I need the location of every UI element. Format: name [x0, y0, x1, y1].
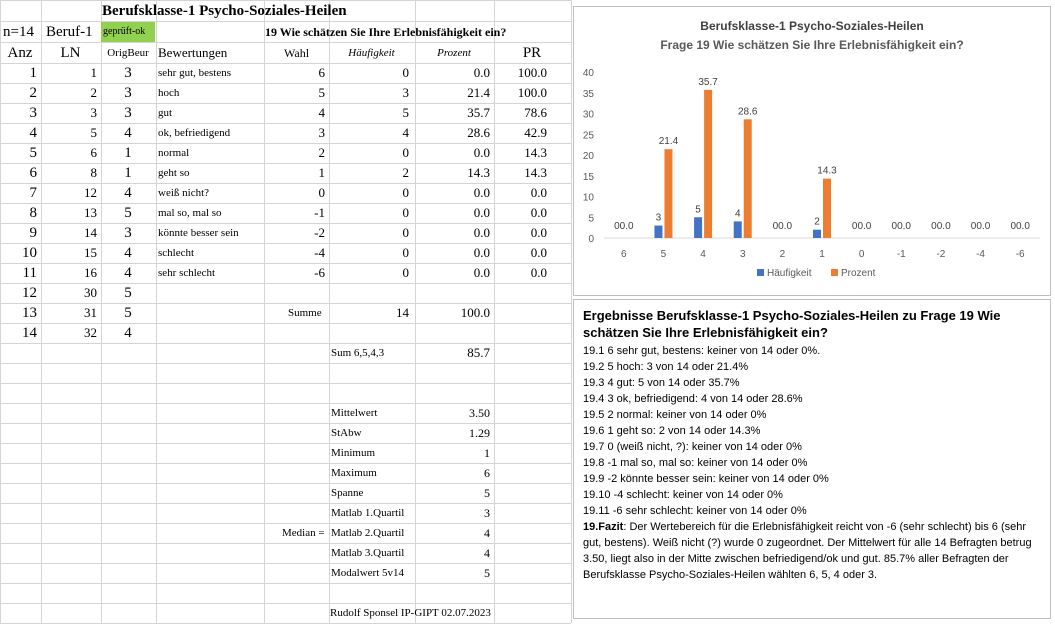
stat-value: 6: [484, 466, 490, 480]
ln-cell: 2: [90, 85, 97, 100]
chart-container[interactable]: [573, 6, 1051, 296]
haeufigkeit-cell: 4: [402, 125, 409, 140]
ln-cell: 14: [84, 225, 97, 240]
ln-cell: 30: [84, 285, 97, 300]
stat-label: Mittelwert: [331, 407, 378, 419]
data-label-prozent: 00.0: [851, 221, 872, 232]
checked-label: geprüft-ok: [103, 26, 146, 37]
wahl-cell: 3: [318, 125, 325, 140]
stat-value: 3.50: [469, 406, 490, 420]
x-tick-label: 6: [621, 249, 627, 260]
result-line: 19.11 -6 sehr schlecht: keiner von 14 oder 0%: [583, 505, 807, 517]
pr-cell: 0.0: [530, 225, 547, 240]
prozent-cell: 28.6: [467, 125, 490, 140]
haeufigkeit-cell: 5: [402, 105, 409, 120]
question-label: 19 Wie schätzen Sie Ihre Erlebnisfähigkeit ein?: [265, 25, 507, 39]
bewertung-cell: geht so: [158, 167, 190, 179]
bar-haeufigkeit: [813, 230, 821, 238]
stat-value: 5: [484, 486, 490, 500]
header-wahl: Wahl: [284, 46, 310, 60]
header-ln: LN: [60, 45, 81, 61]
data-label-prozent: 00.0: [970, 221, 991, 232]
pr-cell: 100.0: [517, 85, 547, 100]
data-label-prozent: 00.0: [614, 221, 634, 232]
data-label-prozent: 14.3: [817, 165, 837, 177]
header-origbeur: OrigBeur: [107, 47, 149, 59]
wahl-cell: 2: [318, 145, 325, 160]
data-label-haeufigkeit: 2: [814, 216, 820, 228]
wahl-cell: 5: [318, 85, 325, 100]
stat-label: Maximum: [331, 467, 377, 479]
data-label-prozent: 00.0: [931, 221, 951, 232]
header-pr: PR: [522, 45, 542, 61]
prozent-cell: 0.0: [473, 65, 490, 80]
y-tick-label: 10: [582, 192, 594, 204]
y-tick-label: 35: [582, 88, 594, 100]
y-tick-label: 40: [582, 68, 594, 79]
anz-cell: 12: [22, 285, 37, 301]
stat-value: 1.29: [469, 426, 490, 440]
haeufigkeit-cell: 0: [402, 265, 409, 280]
pr-cell: 0.0: [530, 185, 547, 200]
haeufigkeit-cell: 0: [402, 205, 409, 220]
stat-value: 4: [484, 526, 490, 540]
results-fazit: [583, 519, 1041, 583]
haeufigkeit-cell: 0: [402, 185, 409, 200]
fazit-text: : Der Wertebereich für die Erlebnisfähigkeit reicht von -6 (sehr schlecht) bis 6 (sehr gut, bestens). Weiß nicht (?) wurde 0 zugeordnet. Der Mittelwert für alle 14 Befragten betrug 3.50, liegt also in der Mitte zwischen befriedigend/ok und gut. 85.7% aller Befragten der Berufsklasse Psycho-Soziales-Heilen wählten 6, 5, 4 oder 3.: [583, 521, 1032, 581]
result-line: 19.9 -2 könnte besser sein: keiner von 14 oder 0%: [583, 473, 829, 485]
pr-cell: 0.0: [530, 245, 547, 260]
anz-cell: 8: [29, 205, 37, 221]
haeufigkeit-cell: 0: [402, 145, 409, 160]
prozent-cell: 0.0: [473, 245, 490, 260]
stat-value: 1: [484, 446, 490, 460]
beruf-label: Beruf-1: [46, 24, 93, 40]
stat-label: StAbw: [331, 427, 362, 439]
summe-haeufigkeit: 14: [396, 305, 409, 320]
bewertung-cell: könnte besser sein: [158, 227, 239, 239]
bewertung-cell: gut: [158, 107, 173, 119]
results-title: Ergebnisse Berufsklasse-1 Psycho-Soziales-Heilen zu Frage 19 Wie schätzen Sie Ihre Erlebnisfähigkeit ein?: [583, 308, 1001, 340]
haeufigkeit-cell: 0: [402, 225, 409, 240]
legend-swatch-haeufigkeit: [757, 269, 764, 276]
origbeur-cell: 5: [124, 205, 132, 221]
result-line: 19.4 3 ok, befriedigend: 4 von 14 oder 28.6%: [583, 393, 803, 405]
anz-cell: 1: [29, 65, 37, 81]
bar-haeufigkeit: [654, 226, 662, 238]
pr-cell: 14.3: [524, 145, 547, 160]
anz-cell: 7: [29, 185, 37, 201]
wahl-cell: -1: [314, 205, 325, 220]
wahl-cell: -2: [314, 225, 325, 240]
legend-swatch-prozent: [831, 269, 838, 276]
x-tick-label: -2: [936, 249, 946, 260]
haeufigkeit-cell: 0: [402, 245, 409, 260]
x-tick-label: 3: [739, 249, 746, 260]
origbeur-cell: 1: [124, 165, 132, 181]
anz-cell: 14: [22, 325, 37, 341]
origbeur-cell: 3: [124, 85, 132, 101]
result-line: 19.7 0 (weiß nicht, ?): keiner von 14 oder 0%: [583, 441, 802, 453]
y-tick-label: 30: [582, 109, 594, 121]
bar-haeufigkeit: [694, 217, 702, 238]
pr-cell: 42.9: [524, 125, 547, 140]
x-tick-label: -4: [976, 249, 985, 260]
result-line: 19.8 -1 mal so, mal so: keiner von 14 oder 0%: [583, 457, 808, 469]
signature: Rudolf Sponsel IP-GIPT 02.07.2023: [330, 607, 491, 619]
bewertung-cell: normal: [158, 147, 190, 159]
pr-cell: 14.3: [524, 165, 547, 180]
prozent-cell: 0.0: [473, 225, 490, 240]
data-label-prozent: 35.7: [698, 76, 718, 88]
x-tick-label: 1: [819, 249, 825, 260]
header-prozent: Prozent: [437, 47, 471, 59]
result-line: 19.1 6 sehr gut, bestens: keiner von 14 oder 0%.: [583, 345, 821, 357]
stat-label: Matlab 2.Quartil: [331, 527, 405, 539]
summe-label: Summe: [288, 307, 322, 319]
haeufigkeit-cell: 3: [402, 85, 409, 100]
haeufigkeit-cell: 0: [402, 65, 409, 80]
wahl-cell: -4: [314, 245, 325, 260]
wahl-cell: -6: [314, 265, 325, 280]
origbeur-cell: 4: [124, 185, 132, 201]
legend-label-prozent: Prozent: [841, 268, 876, 279]
bewertung-cell: weiß nicht?: [158, 187, 210, 199]
median-label: Median =: [282, 527, 325, 539]
prozent-cell: 0.0: [473, 185, 490, 200]
header-haeufigkeit: Häufigkeit: [348, 47, 395, 59]
anz-cell: 2: [29, 85, 37, 101]
sum6543-label: Sum 6,5,4,3: [331, 347, 385, 359]
sum6543-value: 85.7: [467, 345, 490, 360]
data-label-prozent: 28.6: [737, 106, 758, 118]
bewertung-cell: ok, befriedigend: [158, 127, 231, 139]
fazit-label: 19.Fazit: [583, 521, 624, 533]
chart-subtitle: Frage 19 Wie schätzen Sie Ihre Erlebnisfähigkeit ein?: [660, 38, 964, 52]
anz-cell: 3: [29, 105, 37, 121]
pr-cell: 100.0: [517, 65, 547, 80]
ln-cell: 12: [84, 185, 97, 200]
origbeur-cell: 4: [124, 265, 132, 281]
data-label-prozent: 00.0: [772, 221, 793, 232]
bewertung-cell: schlecht: [158, 247, 195, 259]
prozent-cell: 35.7: [467, 105, 490, 120]
ln-cell: 5: [90, 125, 97, 140]
results-lines: [583, 343, 1041, 519]
stat-label: Matlab 1.Quartil: [331, 507, 405, 519]
data-label-prozent: 00.0: [891, 221, 912, 232]
bar-prozent: [744, 119, 752, 238]
y-tick-label: 5: [588, 213, 594, 225]
anz-cell: 10: [22, 245, 37, 261]
bar-prozent: [664, 149, 672, 238]
y-tick-label: 25: [582, 130, 594, 142]
origbeur-cell: 4: [124, 325, 132, 341]
data-label-haeufigkeit: 4: [734, 208, 741, 220]
bar-haeufigkeit: [734, 221, 742, 238]
prozent-cell: 14.3: [467, 165, 490, 180]
stat-value: 4: [484, 546, 490, 560]
stat-label: Minimum: [331, 447, 376, 459]
n-label: n=14: [3, 24, 34, 40]
stat-label: Modalwert 5v14: [331, 567, 405, 579]
ln-cell: 8: [90, 165, 97, 180]
x-tick-label: 0: [858, 249, 865, 260]
ln-cell: 16: [84, 265, 97, 280]
data-label-haeufigkeit: 5: [695, 204, 701, 216]
anz-cell: 13: [22, 305, 37, 321]
data-label-prozent: 21.4: [658, 136, 679, 148]
ln-cell: 1: [90, 65, 97, 80]
bar-chart: [574, 7, 1050, 295]
x-tick-label: -1: [896, 249, 906, 260]
stat-label: Spanne: [331, 487, 364, 499]
pr-cell: 78.6: [524, 105, 547, 120]
ln-cell: 15: [84, 245, 97, 260]
ln-cell: 32: [84, 325, 97, 340]
header-anz: Anz: [7, 45, 33, 61]
anz-cell: 11: [22, 265, 37, 281]
bar-prozent: [823, 179, 831, 238]
wahl-cell: 4: [318, 105, 325, 120]
wahl-cell: 6: [318, 65, 325, 80]
origbeur-cell: 5: [124, 285, 132, 301]
data-label-prozent: 00.0: [1010, 221, 1030, 232]
stat-value: 5: [484, 566, 490, 580]
stat-value: 3: [484, 506, 490, 520]
result-line: 19.3 4 gut: 5 von 14 oder 35.7%: [583, 377, 740, 389]
x-tick-label: 4: [700, 249, 706, 260]
result-line: 19.6 1 geht so: 2 von 14 oder 14.3%: [583, 425, 761, 437]
result-line: 19.10 -4 schlecht: keiner von 14 oder 0%: [583, 489, 783, 501]
bewertung-cell: hoch: [158, 87, 180, 99]
origbeur-cell: 5: [124, 305, 132, 321]
x-tick-label: 2: [779, 249, 786, 260]
header-bewertungen: Bewertungen: [158, 45, 228, 60]
prozent-cell: 21.4: [467, 85, 490, 100]
legend-label-haeufigkeit: Häufigkeit: [767, 268, 812, 279]
ln-cell: 31: [84, 305, 97, 320]
origbeur-cell: 3: [124, 65, 132, 81]
anz-cell: 4: [29, 125, 37, 141]
prozent-cell: 0.0: [473, 145, 490, 160]
x-tick-label: 5: [660, 249, 667, 260]
x-tick-label: -6: [1015, 249, 1025, 260]
origbeur-cell: 4: [124, 125, 132, 141]
y-tick-label: 0: [588, 234, 594, 245]
anz-cell: 6: [29, 165, 37, 181]
y-tick-label: 20: [582, 151, 594, 162]
origbeur-cell: 1: [124, 145, 132, 161]
y-tick-label: 15: [582, 171, 594, 183]
bewertung-cell: sehr schlecht: [158, 267, 216, 279]
stat-label: Matlab 3.Quartil: [331, 547, 405, 559]
pr-cell: 0.0: [530, 205, 547, 220]
wahl-cell: 0: [318, 185, 325, 200]
origbeur-cell: 4: [124, 245, 132, 261]
anz-cell: 9: [29, 225, 37, 241]
result-line: 19.5 2 normal: keiner von 14 oder 0%: [583, 409, 767, 421]
bewertung-cell: sehr gut, bestens: [158, 67, 232, 79]
sheet-title: Berufsklasse-1 Psycho-Soziales-Heilen: [102, 3, 347, 19]
origbeur-cell: 3: [124, 105, 132, 121]
prozent-cell: 0.0: [473, 265, 490, 280]
origbeur-cell: 3: [124, 225, 132, 241]
result-line: 19.2 5 hoch: 3 von 14 oder 21.4%: [583, 361, 749, 373]
data-label-haeufigkeit: 3: [655, 212, 662, 224]
haeufigkeit-cell: 2: [402, 165, 409, 180]
wahl-cell: 1: [318, 165, 325, 180]
results-textbox[interactable]: [573, 299, 1051, 619]
ln-cell: 6: [90, 145, 97, 160]
bar-prozent: [704, 90, 712, 238]
summe-prozent: 100.0: [460, 305, 490, 320]
bewertung-cell: mal so, mal so: [158, 207, 222, 219]
ln-cell: 3: [90, 105, 97, 120]
ln-cell: 13: [84, 205, 97, 220]
prozent-cell: 0.0: [473, 205, 490, 220]
chart-title: Berufsklasse-1 Psycho-Soziales-Heilen: [700, 19, 924, 33]
pr-cell: 0.0: [530, 265, 547, 280]
anz-cell: 5: [29, 145, 37, 161]
